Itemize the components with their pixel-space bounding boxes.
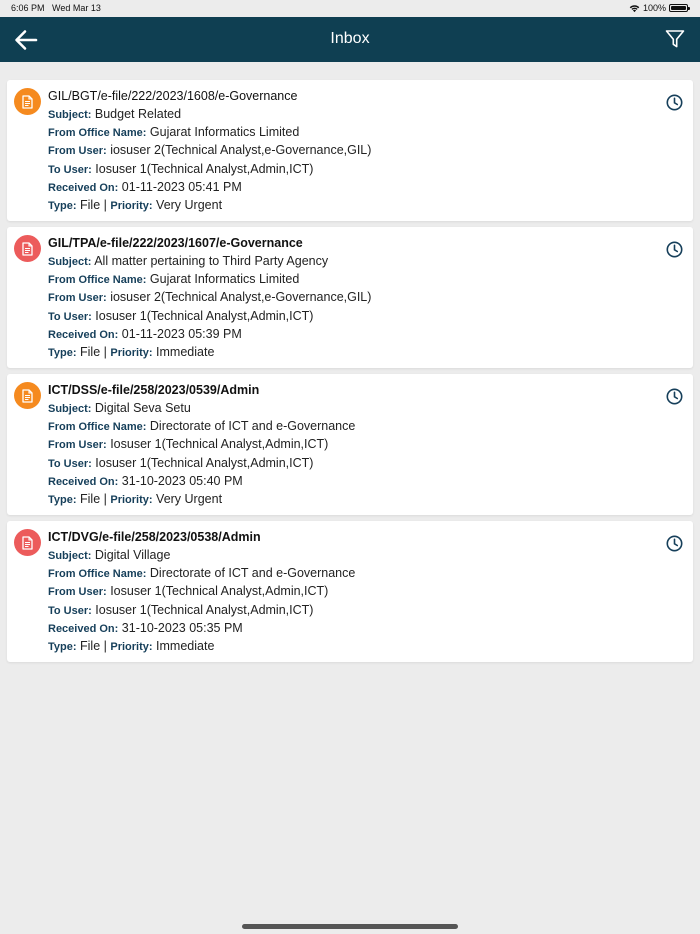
type-priority-row: Type: File | Priority: Very Urgent (48, 491, 223, 506)
file-icon (14, 382, 41, 409)
to-user-label: To User (48, 163, 89, 176)
from-user-row: From User: iosuser 2(Technical Analyst,e-Governance,GIL) (48, 290, 372, 305)
clock-icon[interactable] (666, 535, 683, 552)
page-title: Inbox (330, 30, 370, 47)
subject-row: Subject: Budget Related (48, 107, 182, 121)
clock-icon[interactable] (666, 388, 683, 405)
file-icon (14, 529, 41, 556)
status-time: 6:06 PM (11, 3, 45, 13)
received-on-label: Received On (48, 181, 115, 194)
subject-value: Digital Seva Setu (94, 401, 191, 415)
app-header (0, 17, 700, 62)
subject-value: Digital Village (94, 548, 171, 562)
type-value: File (80, 491, 101, 506)
to-user-value: Iosuser 1(Technical Analyst,Admin,ICT) (95, 161, 314, 176)
from-user-value: iosuser 2(Technical Analyst,e-Governance,GIL) (110, 290, 372, 305)
type-label: Type (48, 640, 73, 653)
type-priority-row: Type: File | Priority: Very Urgent (48, 197, 223, 212)
subject-label: Subject (48, 550, 88, 562)
inbox-item-details (48, 528, 653, 655)
received-on-value: 31-10-2023 05:40 PM (121, 473, 243, 488)
from-user-label: From User (48, 439, 104, 452)
from-office-row: From Office Name: Gujarat Informatics Limited (48, 272, 300, 287)
from-user-value: Iosuser 1(Technical Analyst,Admin,ICT) (110, 584, 329, 599)
subject-row: Subject: Digital Seva Setu (48, 401, 191, 415)
inbox-item-details (48, 234, 653, 361)
file-number: GIL/BGT/e-file/222/2023/1608/e-Governance (48, 89, 298, 103)
type-label: Type (48, 493, 73, 506)
to-user-label: To User (48, 310, 89, 323)
subject-label: Subject (48, 403, 88, 415)
battery-percent: 100% (642, 3, 666, 13)
inbox-item-details (48, 381, 653, 508)
from-office-row: From Office Name: Directorate of ICT and e-Governance (48, 566, 356, 581)
to-user-row: To User: Iosuser 1(Technical Analyst,Admin,ICT) (48, 161, 314, 176)
filter-icon[interactable] (664, 28, 686, 50)
inbox-item[interactable] (7, 521, 693, 662)
received-on-label: Received On (48, 475, 115, 488)
to-user-value: Iosuser 1(Technical Analyst,Admin,ICT) (95, 308, 314, 323)
status-date: Wed Mar 13 (52, 3, 101, 13)
received-on-value: 01-11-2023 05:41 PM (121, 179, 242, 194)
document-icon (21, 536, 34, 550)
priority-label: Priority (110, 346, 149, 359)
document-icon (21, 389, 34, 403)
from-user-value: Iosuser 1(Technical Analyst,Admin,ICT) (110, 437, 329, 452)
battery-icon (669, 4, 688, 12)
type-value: File (80, 344, 101, 359)
received-on-label: Received On (48, 328, 115, 341)
received-on-row: Received On: 31-10-2023 05:40 PM (48, 473, 243, 488)
priority-label: Priority (110, 493, 149, 506)
inbox-item-details (48, 87, 653, 214)
received-on-row: Received On: 01-11-2023 05:39 PM (48, 326, 242, 341)
file-number: GIL/TPA/e-file/222/2023/1607/e-Governance (48, 236, 303, 250)
to-user-value: Iosuser 1(Technical Analyst,Admin,ICT) (95, 602, 314, 617)
inbox-item[interactable] (7, 227, 693, 368)
subject-row: Subject: All matter pertaining to Third Party Agency (48, 254, 329, 268)
subject-label: Subject (48, 256, 88, 268)
priority-label: Priority (110, 640, 149, 653)
clock-icon[interactable] (666, 241, 683, 258)
priority-label: Priority (110, 199, 149, 212)
from-office-row: From Office Name: Gujarat Informatics Limited (48, 125, 300, 140)
to-user-label: To User (48, 457, 89, 470)
type-label: Type (48, 346, 73, 359)
from-user-label: From User (48, 292, 104, 305)
from-office-row: From Office Name: Directorate of ICT and e-Governance (48, 419, 356, 434)
from-user-value: iosuser 2(Technical Analyst,e-Governance,GIL) (110, 143, 372, 158)
priority-value: Immediate (156, 638, 215, 653)
type-value: File (80, 638, 101, 653)
from-user-label: From User (48, 586, 104, 599)
received-on-row: Received On: 01-11-2023 05:41 PM (48, 179, 242, 194)
subject-value: All matter pertaining to Third Party Agency (94, 254, 329, 268)
from-user-row: From User: iosuser 2(Technical Analyst,e-Governance,GIL) (48, 143, 372, 158)
from-user-row: From User: Iosuser 1(Technical Analyst,Admin,ICT) (48, 437, 329, 452)
priority-value: Immediate (156, 344, 215, 359)
file-icon (14, 88, 41, 115)
to-user-row: To User: Iosuser 1(Technical Analyst,Admin,ICT) (48, 602, 314, 617)
priority-value: Very Urgent (156, 491, 223, 506)
type-priority-row: Type: File | Priority: Immediate (48, 638, 215, 653)
to-user-value: Iosuser 1(Technical Analyst,Admin,ICT) (95, 455, 314, 470)
from-office-label: From Office Name (48, 274, 143, 287)
from-user-label: From User (48, 145, 104, 158)
priority-value: Very Urgent (156, 197, 223, 212)
status-bar (0, 0, 700, 17)
document-icon (21, 242, 34, 256)
to-user-label: To User (48, 604, 89, 617)
from-office-value: Gujarat Informatics Limited (149, 125, 300, 140)
from-office-value: Gujarat Informatics Limited (149, 272, 300, 287)
from-office-label: From Office Name (48, 421, 143, 434)
subject-label: Subject (48, 109, 88, 121)
file-number: ICT/DVG/e-file/258/2023/0538/Admin (48, 530, 261, 544)
home-indicator (242, 924, 458, 929)
document-icon (21, 95, 34, 109)
type-label: Type (48, 199, 73, 212)
from-user-row: From User: Iosuser 1(Technical Analyst,Admin,ICT) (48, 584, 329, 599)
type-priority-row: Type: File | Priority: Immediate (48, 344, 215, 359)
received-on-value: 01-11-2023 05:39 PM (121, 326, 242, 341)
from-office-label: From Office Name (48, 127, 143, 140)
subject-row: Subject: Digital Village (48, 548, 171, 562)
status-indicators (629, 3, 688, 13)
from-office-label: From Office Name (48, 568, 143, 581)
wifi-icon (629, 4, 640, 13)
received-on-label: Received On (48, 622, 115, 635)
clock-icon[interactable] (666, 94, 683, 111)
inbox-item[interactable] (7, 374, 693, 515)
received-on-row: Received On: 31-10-2023 05:35 PM (48, 620, 243, 635)
to-user-row: To User: Iosuser 1(Technical Analyst,Admin,ICT) (48, 308, 314, 323)
from-office-value: Directorate of ICT and e-Governance (149, 419, 356, 434)
to-user-row: To User: Iosuser 1(Technical Analyst,Admin,ICT) (48, 455, 314, 470)
subject-value: Budget Related (94, 107, 182, 121)
type-value: File (80, 197, 101, 212)
inbox-list (7, 80, 693, 668)
inbox-item[interactable] (7, 80, 693, 221)
file-number: ICT/DSS/e-file/258/2023/0539/Admin (48, 383, 260, 397)
received-on-value: 31-10-2023 05:35 PM (121, 620, 243, 635)
from-office-value: Directorate of ICT and e-Governance (149, 566, 356, 581)
file-icon (14, 235, 41, 262)
